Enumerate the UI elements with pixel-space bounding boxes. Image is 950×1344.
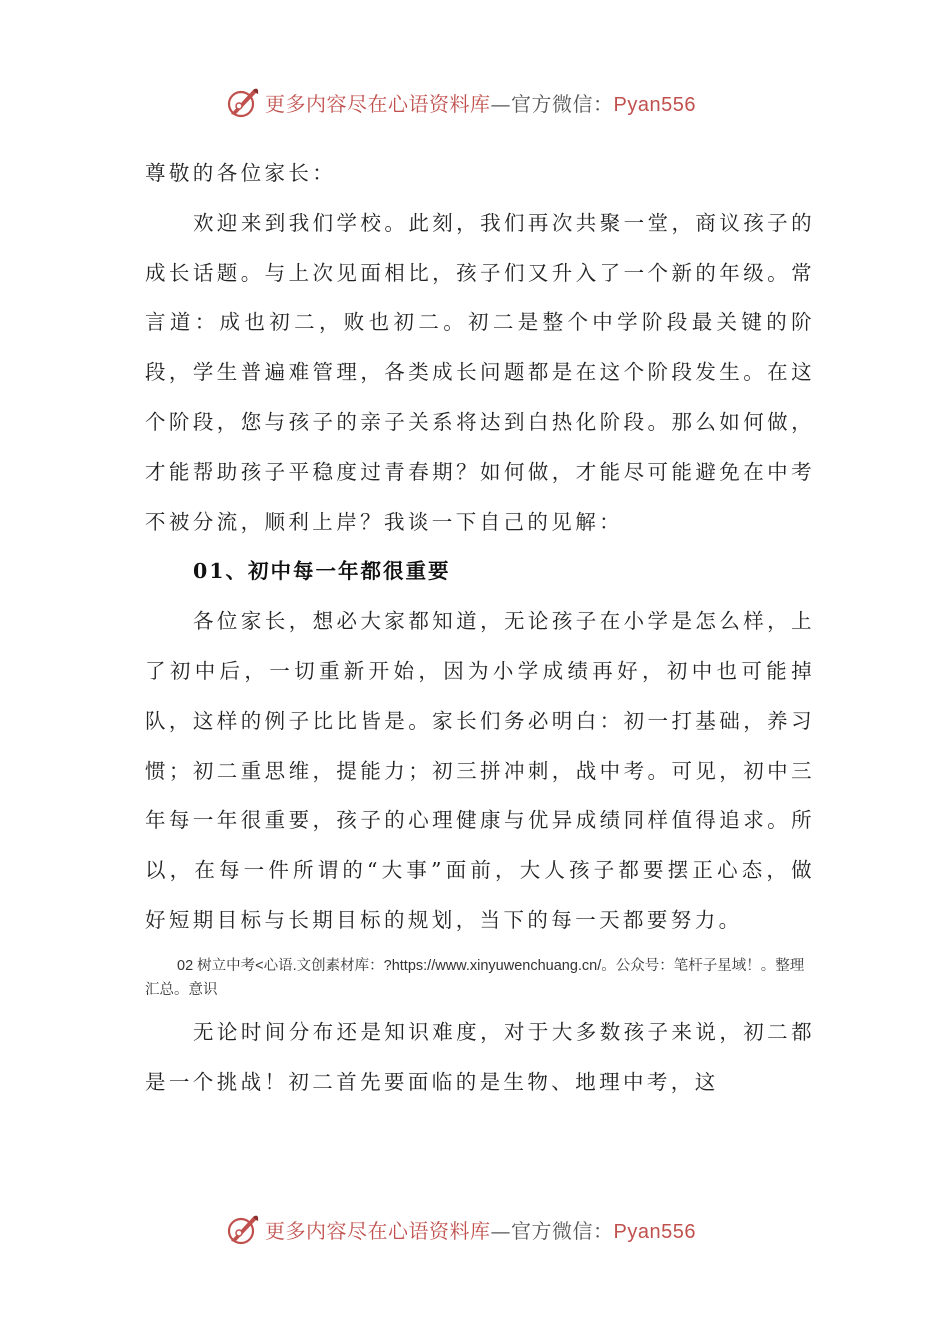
salutation: 尊敬的各位家长： <box>145 161 337 185</box>
paragraph-section-02: 无论时间分布还是知识难度，对于大多数孩子来说，初二都是一个挑战！初二首先要面临的是生物、地理中考，这 <box>145 1019 815 1094</box>
quill-logo-icon <box>225 1211 261 1247</box>
paragraph-section-01: 各位家长，想必大家都知道，无论孩子在小学是怎么样，上了初中后，一切重新开始，因为小学成绩再好，初中也可能掉队，这样的例子比比皆是。家长们务必明白：初一打基础，养习惯；初二重思维，提能力；初三拼冲刺，战中考。可见，初中三年每一年很重要，孩子的心理健康与优异成绩同样值得追求。所以，在每一件所谓的“大事”面前，大人孩子都要摆正心态，做好短期目标与长期目标的规划，当下的每一天都要努力。 <box>145 609 815 932</box>
banner-brand: 更多内容尽在心语资料库 <box>265 1218 491 1243</box>
quill-logo-icon <box>225 84 261 120</box>
section-heading-01: 01、初中每一年都很重要 <box>193 559 451 584</box>
banner-separator: — <box>490 91 511 116</box>
banner-wechat-id: Pyan556 <box>613 1220 696 1243</box>
header-banner <box>225 84 745 120</box>
banner-brand: 更多内容尽在心语资料库 <box>265 91 491 116</box>
banner-separator: — <box>490 1218 511 1243</box>
footer-banner <box>225 1211 745 1247</box>
banner-wechat-label: 官方微信： <box>511 91 614 116</box>
section-heading-02-note: 02 树立中考<心语.文创素材库：?https://www.xinyuwenchuang.cn/。公众号：笔杆子星域！。整理汇总。意识 <box>145 957 805 998</box>
banner-wechat-id: Pyan556 <box>613 93 696 116</box>
document-body <box>145 149 815 1107</box>
paragraph-intro: 欢迎来到我们学校。此刻，我们再次共聚一堂，商议孩子的成长话题。与上次见面相比，孩子们又升入了一个新的年级。常言道：成也初二，败也初二。初二是整个中学阶段最关键的阶段，学生普遍难管理，各类成长问题都是在这个阶段发生。在这个阶段，您与孩子的亲子关系将达到白热化阶段。那么如何做，才能帮助孩子平稳度过青春期？如何做，才能尽可能避免在中考不被分流，顺利上岸？我谈一下自己的见解： <box>145 210 815 534</box>
banner-text <box>265 1215 696 1244</box>
banner-wechat-label: 官方微信： <box>511 1218 614 1243</box>
banner-text <box>265 88 696 117</box>
